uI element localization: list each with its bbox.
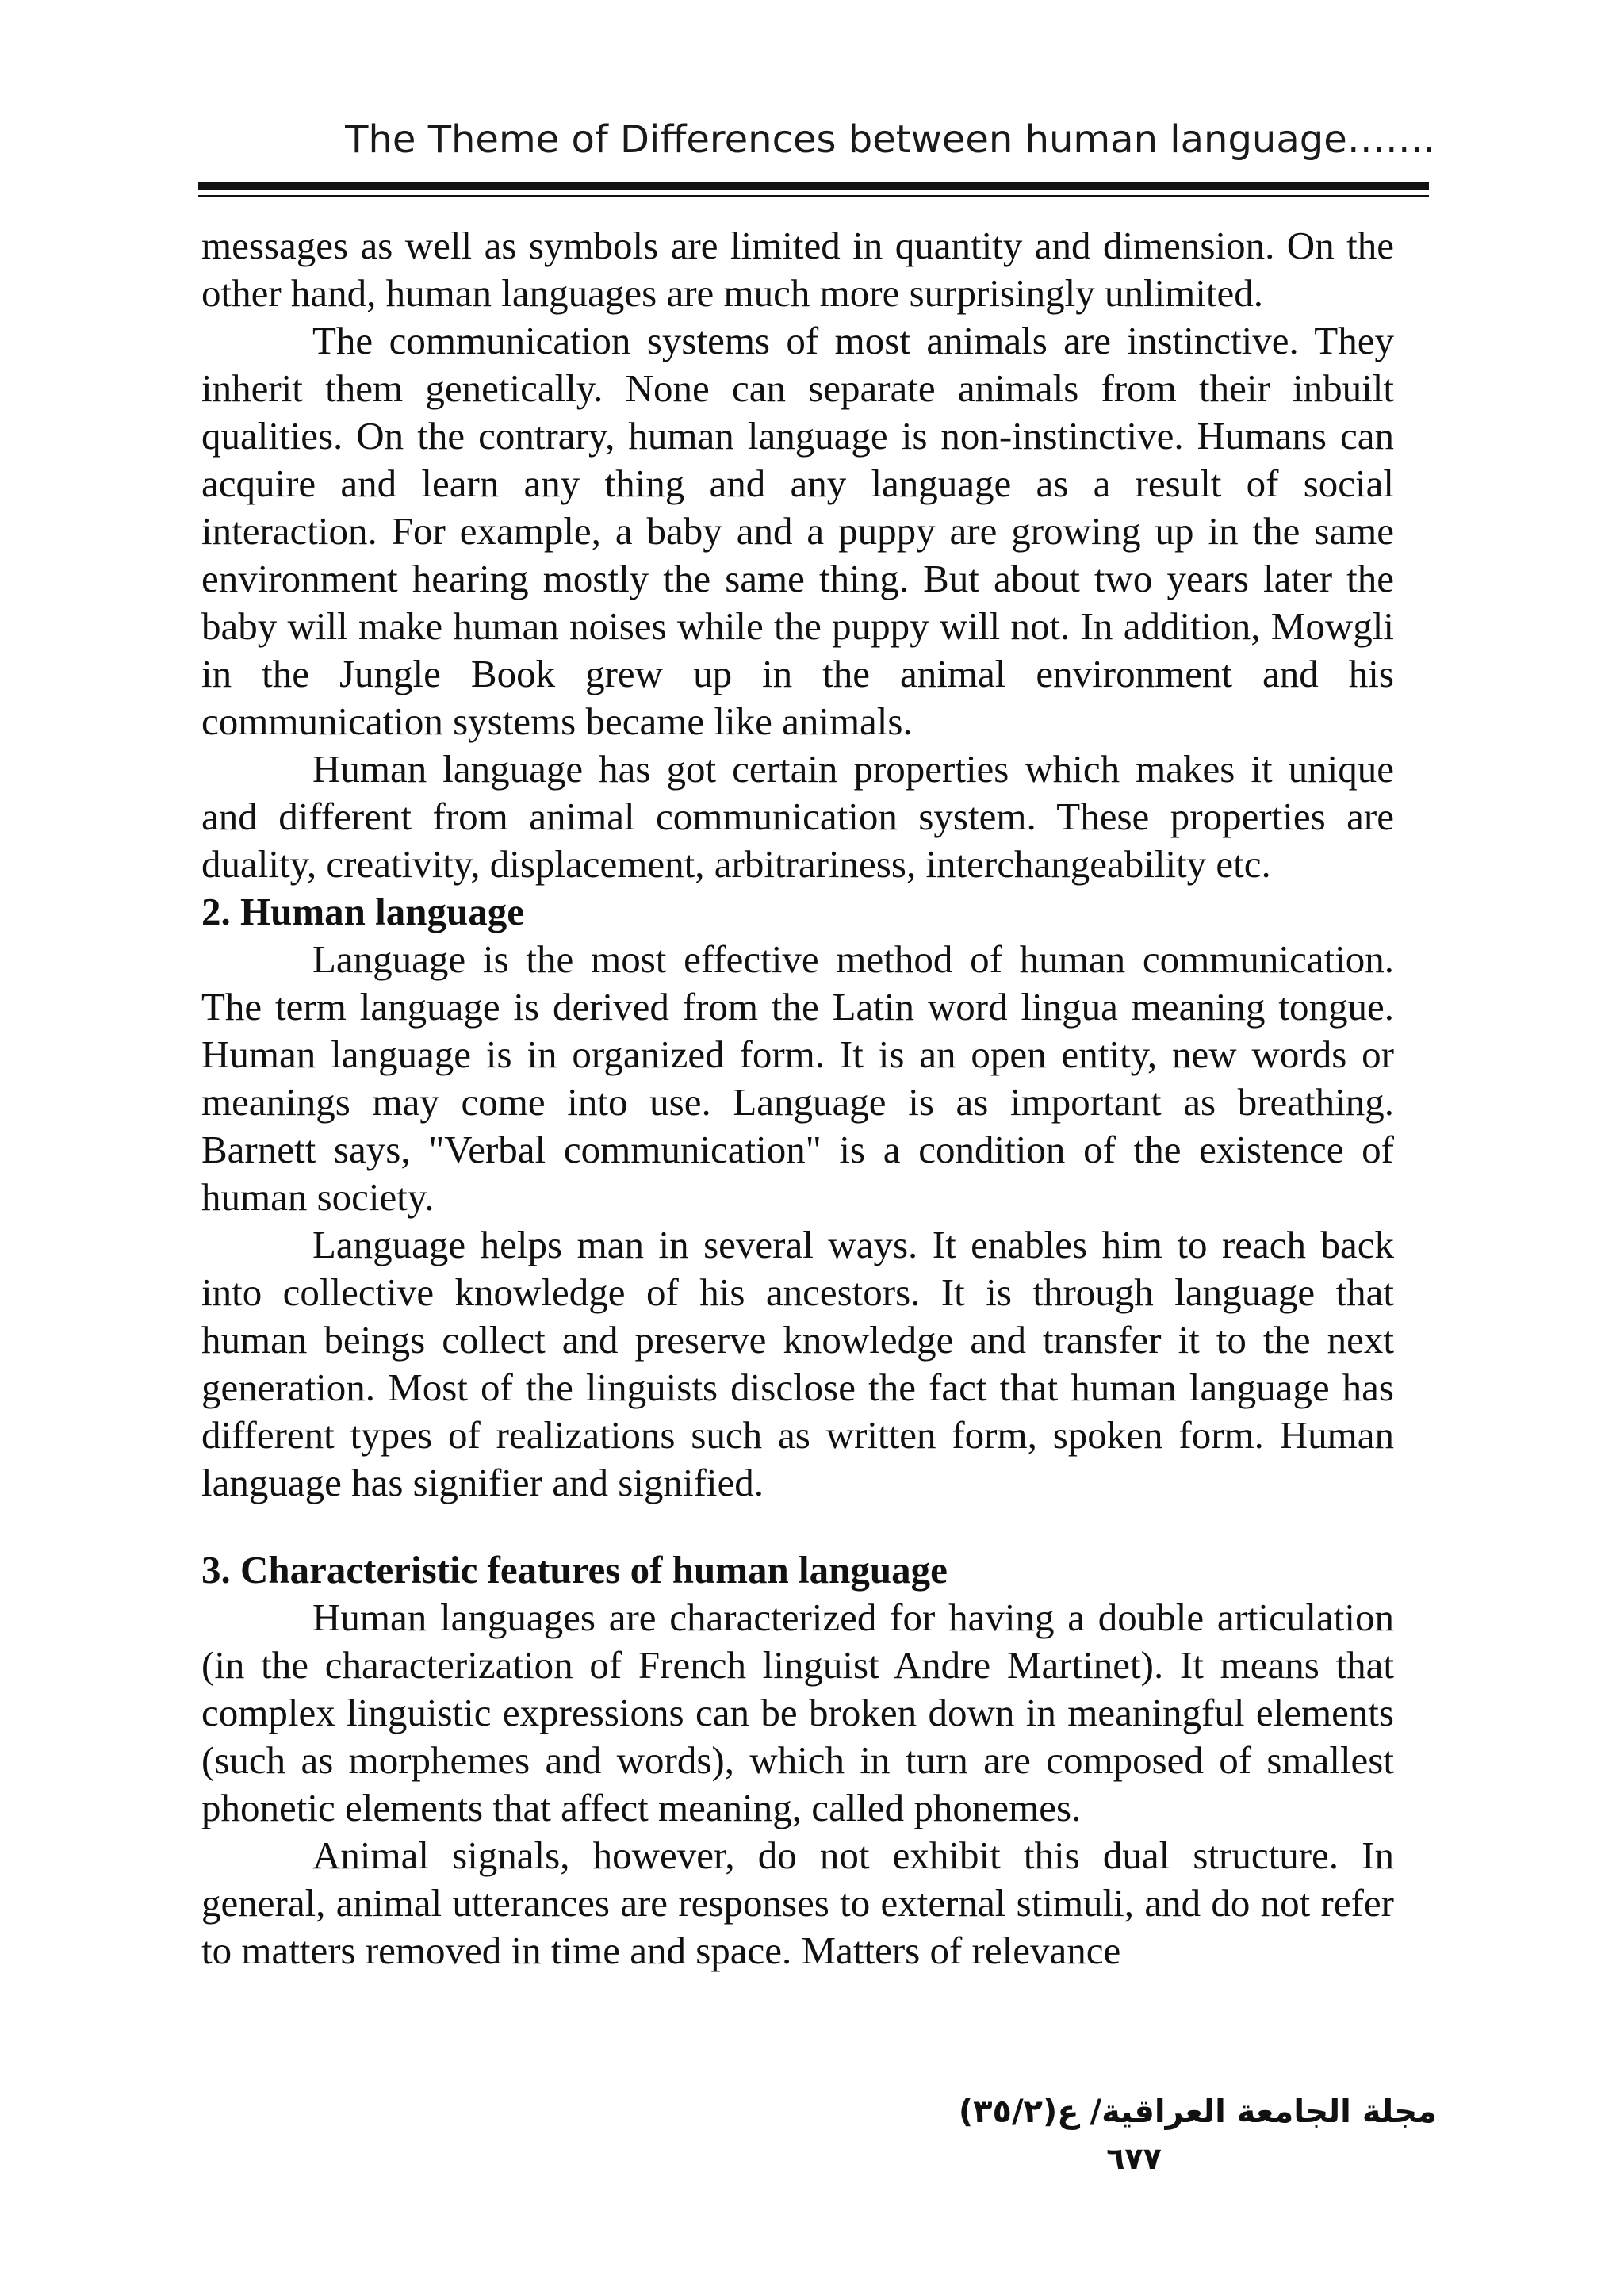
running-header: The Theme of Differences between human language…….	[345, 117, 1435, 162]
section-gap	[201, 1507, 1394, 1546]
header-rule-thick	[198, 182, 1429, 190]
paragraph: The communication systems of most animals are instinctive. They inherit them genetically. None can separate animals from their inbuilt qualities. On the contrary, human language is non-instinctive. Humans can acquire and learn any thing and any language as a result of social interaction. For example, a baby and a puppy are growing up in the same environment hearing mostly the same thing. But about two years later the baby will make human noises while the puppy will not. In addition, Mowgli in the Jungle Book grew up in the animal environment and his communication systems became like animals.	[201, 319, 1394, 743]
section-heading-human-language: 2. Human language	[201, 890, 525, 933]
paragraph: Language helps man in several ways. It enables him to reach back into collective knowledge of his ancestors. It is through language that human beings collect and preserve knowledge and transfer it to the next generation. Most of the linguists disclose the fact that human language has different types of realizations such as written form, spoken form. Human language has signifier and signified.	[201, 1223, 1394, 1504]
paragraph: Human language has got certain properties which makes it unique and different from animal communication system. These properties are duality, creativity, displacement, arbitrariness, interchangeability etc.	[201, 747, 1394, 886]
paragraph-continuation: messages as well as symbols are limited in quantity and dimension. On the other hand, human languages are much more surprisingly unlimited.	[201, 224, 1394, 315]
article-body	[201, 222, 1394, 1975]
journal-footer: مجلة الجامعة العراقية/ ع(٣٥/٢)	[958, 2094, 1437, 2130]
paragraph: Language is the most effective method of human communication. The term language is derived from the Latin word lingua meaning tongue. Human language is in organized form. It is an open entity, new words or meanings may come into use. Language is as important as breathing. Barnett says, "Verbal communication" is a condition of the existence of human society.	[201, 937, 1394, 1219]
page-number: ٦٧٧	[1106, 2141, 1162, 2176]
header-rule-thin	[198, 195, 1429, 197]
paragraph: Animal signals, however, do not exhibit this dual structure. In general, animal utterances are responses to external stimuli, and do not refer to matters removed in time and space. Matters of relevance	[201, 1833, 1394, 1972]
section-heading-characteristic-features: 3. Characteristic features of human language	[201, 1548, 948, 1592]
paragraph: Human languages are characterized for having a double articulation (in the characterization of French linguist Andre Martinet). It means that complex linguistic expressions can be broken down in meaningful elements (such as morphemes and words), which in turn are composed of smallest phonetic elements that affect meaning, called phonemes.	[201, 1596, 1394, 1829]
